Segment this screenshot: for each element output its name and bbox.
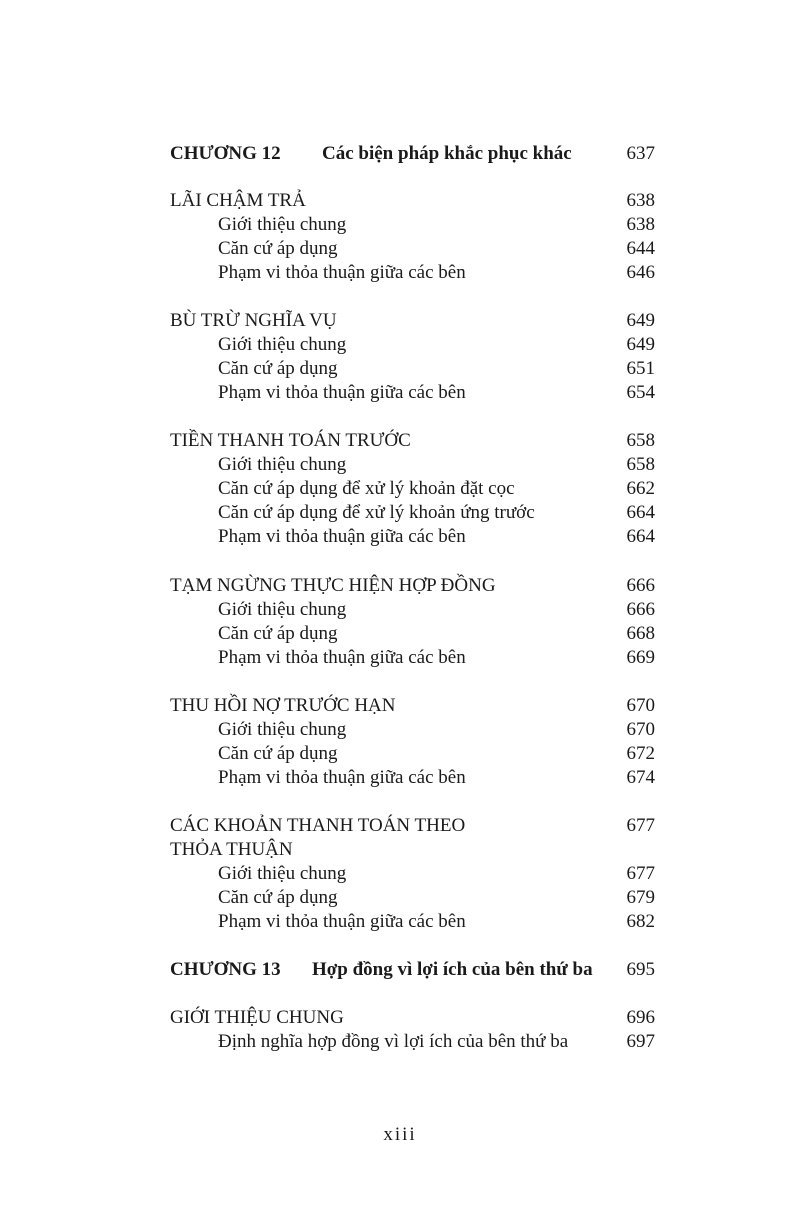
page-number: 644 xyxy=(626,238,655,259)
subsection-entry xyxy=(170,237,655,261)
section-heading xyxy=(170,694,655,718)
subsection-entry xyxy=(170,453,655,477)
subsection-entry xyxy=(170,525,655,549)
subsection-entry xyxy=(170,646,655,670)
page-number: 696 xyxy=(626,1007,655,1028)
page-number: 674 xyxy=(626,767,655,788)
page-number: 662 xyxy=(626,478,655,499)
subsection-entry xyxy=(170,357,655,381)
chapter-12-entry xyxy=(170,142,655,166)
section-title: TIỀN THANH TOÁN TRƯỚC xyxy=(170,430,411,451)
page-number: 646 xyxy=(626,262,655,283)
page-number: 658 xyxy=(626,454,655,475)
subsection-entry xyxy=(170,622,655,646)
page-number: 654 xyxy=(626,382,655,403)
subsection-entry xyxy=(170,886,655,910)
subsection-entry xyxy=(170,333,655,357)
subsection-entry xyxy=(170,862,655,886)
subsection-title: Phạm vi thỏa thuận giữa các bên xyxy=(218,911,466,932)
subsection-title: Phạm vi thỏa thuận giữa các bên xyxy=(218,767,466,788)
page-number: 638 xyxy=(626,190,655,211)
page-number: 677 xyxy=(626,863,655,884)
subsection-title: Căn cứ áp dụng để xử lý khoản đặt cọc xyxy=(218,478,515,499)
page-number: 670 xyxy=(626,695,655,716)
subsection-title: Phạm vi thỏa thuận giữa các bên xyxy=(218,262,466,283)
page-number: 679 xyxy=(626,887,655,908)
chapter-title: Các biện pháp khắc phục khác xyxy=(322,143,572,164)
page-number: 638 xyxy=(626,214,655,235)
page-number: 668 xyxy=(626,623,655,644)
section-heading xyxy=(170,574,655,598)
section-title: TẠM NGỪNG THỰC HIỆN HỢP ĐỒNG xyxy=(170,575,496,596)
subsection-entry xyxy=(170,501,655,525)
chapter-title: Hợp đồng vì lợi ích của bên thứ ba xyxy=(312,959,593,980)
section-heading xyxy=(170,189,655,213)
page-number: 677 xyxy=(626,815,655,836)
section-title: CÁC KHOẢN THANH TOÁN THEO xyxy=(170,815,466,836)
chapter-13-entry xyxy=(170,958,655,982)
subsection-title: Căn cứ áp dụng xyxy=(218,623,338,644)
chapter-label: CHƯƠNG 13 xyxy=(170,959,281,980)
subsection-title: Giới thiệu chung xyxy=(218,214,347,235)
subsection-entry xyxy=(170,766,655,790)
subsection-entry xyxy=(170,718,655,742)
page-number: 697 xyxy=(626,1031,655,1052)
section-heading xyxy=(170,309,655,333)
subsection-entry xyxy=(170,742,655,766)
subsection-title: Phạm vi thỏa thuận giữa các bên xyxy=(218,526,466,547)
subsection-title: Căn cứ áp dụng xyxy=(218,887,338,908)
chapter-label: CHƯƠNG 12 xyxy=(170,143,281,164)
page-number: 672 xyxy=(626,743,655,764)
subsection-title: Giới thiệu chung xyxy=(218,599,347,620)
section-title-line2: THỎA THUẬN xyxy=(170,839,293,860)
page-number: 664 xyxy=(626,526,655,547)
subsection-title: Căn cứ áp dụng xyxy=(218,238,338,259)
page-number: 658 xyxy=(626,430,655,451)
section-title: THU HỒI NỢ TRƯỚC HẠN xyxy=(170,695,396,716)
subsection-entry xyxy=(170,1030,655,1054)
subsection-entry xyxy=(170,598,655,622)
section-heading xyxy=(170,814,655,838)
section-title: BÙ TRỪ NGHĨA VỤ xyxy=(170,310,337,331)
subsection-title: Giới thiệu chung xyxy=(218,334,347,355)
page-number: 669 xyxy=(626,647,655,668)
page-number: 649 xyxy=(626,310,655,331)
page-number: 695 xyxy=(626,959,655,980)
subsection-title: Căn cứ áp dụng xyxy=(218,358,338,379)
page-number: 682 xyxy=(626,911,655,932)
page-number: 649 xyxy=(626,334,655,355)
subsection-entry xyxy=(170,910,655,934)
subsection-entry xyxy=(170,213,655,237)
subsection-title: Phạm vi thỏa thuận giữa các bên xyxy=(218,382,466,403)
page-number: 637 xyxy=(626,143,655,164)
subsection-title: Giới thiệu chung xyxy=(218,863,347,884)
subsection-title: Định nghĩa hợp đồng vì lợi ích của bên thứ ba xyxy=(218,1031,569,1052)
subsection-title: Căn cứ áp dụng để xử lý khoản ứng trước xyxy=(218,502,535,523)
section-heading xyxy=(170,429,655,453)
subsection-entry xyxy=(170,477,655,501)
section-heading xyxy=(170,1006,655,1030)
page-number: 666 xyxy=(626,575,655,596)
page-number: 651 xyxy=(626,358,655,379)
subsection-title: Giới thiệu chung xyxy=(218,719,347,740)
section-title: LÃI CHẬM TRẢ xyxy=(170,190,306,211)
subsection-entry xyxy=(170,261,655,285)
page-number: 666 xyxy=(626,599,655,620)
subsection-entry xyxy=(170,381,655,405)
subsection-title: Phạm vi thỏa thuận giữa các bên xyxy=(218,647,466,668)
subsection-title: Căn cứ áp dụng xyxy=(218,743,338,764)
page-number: 670 xyxy=(626,719,655,740)
page-number: 664 xyxy=(626,502,655,523)
section-title: GIỚI THIỆU CHUNG xyxy=(170,1007,344,1028)
section-heading-continued xyxy=(170,838,655,862)
subsection-title: Giới thiệu chung xyxy=(218,454,347,475)
footer-page-number: xiii xyxy=(383,1124,417,1145)
